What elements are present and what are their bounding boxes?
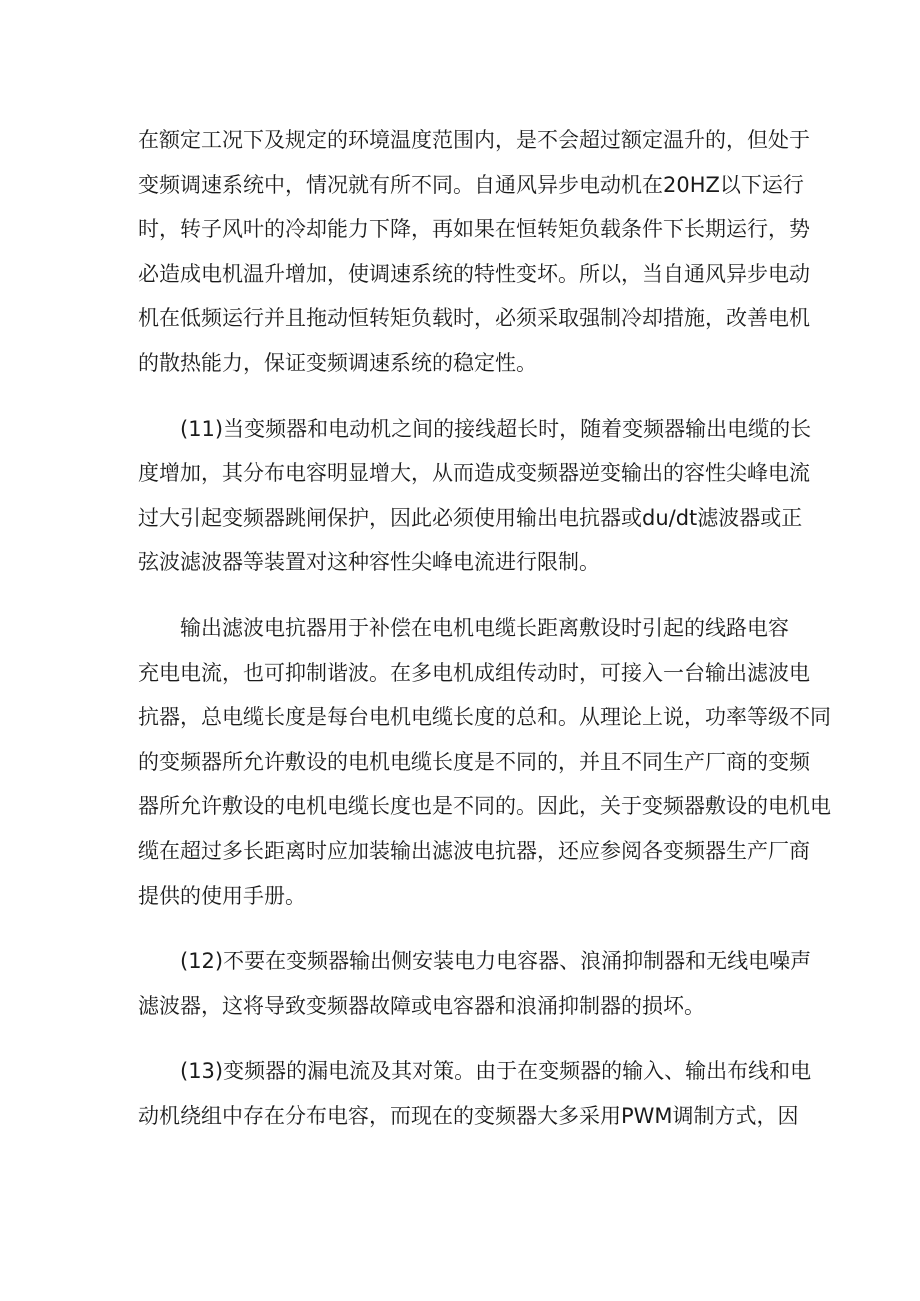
text-line: 在额定工况下及规定的环境温度范围内，是不会超过额定温升的，但处于 (138, 128, 810, 152)
text-line: 动机绕组中存在分布电容，而现在的变频器大多采用PWM调制方式，因 (138, 1103, 799, 1128)
text-line: 度增加，其分布电容明显增大，从而造成变频器逆变输出的容性尖峰电流 (138, 461, 810, 486)
paragraph-3 (138, 606, 831, 918)
text-line: 器所允许敷设的电机电缆长度也是不同的。因此，关于变频器敷设的电机电 (138, 794, 831, 819)
text-line: 输出滤波电抗器用于补偿在电机电缆长距离敷设时引起的线路电容 (180, 615, 789, 640)
paragraph-2 (138, 407, 812, 585)
text-line: 过大引起变频器跳闸保护，因此必须使用输出电抗器或du/dt滤波器或正 (138, 505, 803, 530)
paragraph-1 (138, 118, 810, 386)
text-line: 变频调速系统中，情况就有所不同。自通风异步电动机在20HZ以下运行 (138, 172, 804, 197)
text-line: 必造成电机温升增加，使调速系统的特性变坏。所以，当自通风异步电动 (138, 261, 810, 286)
text-line: 滤波器，这将导致变频器故障或电容器和浪涌抑制器的损坏。 (138, 993, 705, 1018)
text-line: 充电电流，也可抑制谐波。在多电机成组传动时，可接入一台输出滤波电 (138, 660, 810, 685)
text-line: 的变频器所允许敷设的电机电缆长度是不同的，并且不同生产厂商的变频 (138, 749, 810, 774)
paragraph-5 (138, 1049, 812, 1138)
paragraph-4 (138, 939, 812, 1028)
text-line: 提供的使用手册。 (138, 883, 306, 908)
text-line: 机在低频运行并且拖动恒转矩负载时，必须采取强制冷却措施，改善电机 (138, 306, 810, 331)
text-line: (11)当变频器和电动机之间的接线超长时，随着变频器输出电缆的长 (180, 416, 812, 441)
text-line: 缆在超过多长距离时应加装输出滤波电抗器，还应参阅各变频器生产厂商 (138, 838, 810, 863)
text-line: 抗器，总电缆长度是每台电机电缆长度的总和。从理论上说，功率等级不同 (138, 705, 831, 730)
text-line: (13)变频器的漏电流及其对策。由于在变频器的输入、输出布线和电 (180, 1059, 812, 1084)
document-body (138, 118, 831, 1138)
text-line: 的散热能力，保证变频调速系统的稳定性。 (138, 350, 537, 375)
text-line: (12)不要在变频器输出侧安装电力电容器、浪涌抑制器和无线电噪声 (180, 949, 812, 974)
text-line: 弦波滤波器等装置对这种容性尖峰电流进行限制。 (138, 550, 600, 575)
text-line: 时，转子风叶的冷却能力下降，再如果在恒转矩负载条件下长期运行，势 (138, 217, 810, 242)
